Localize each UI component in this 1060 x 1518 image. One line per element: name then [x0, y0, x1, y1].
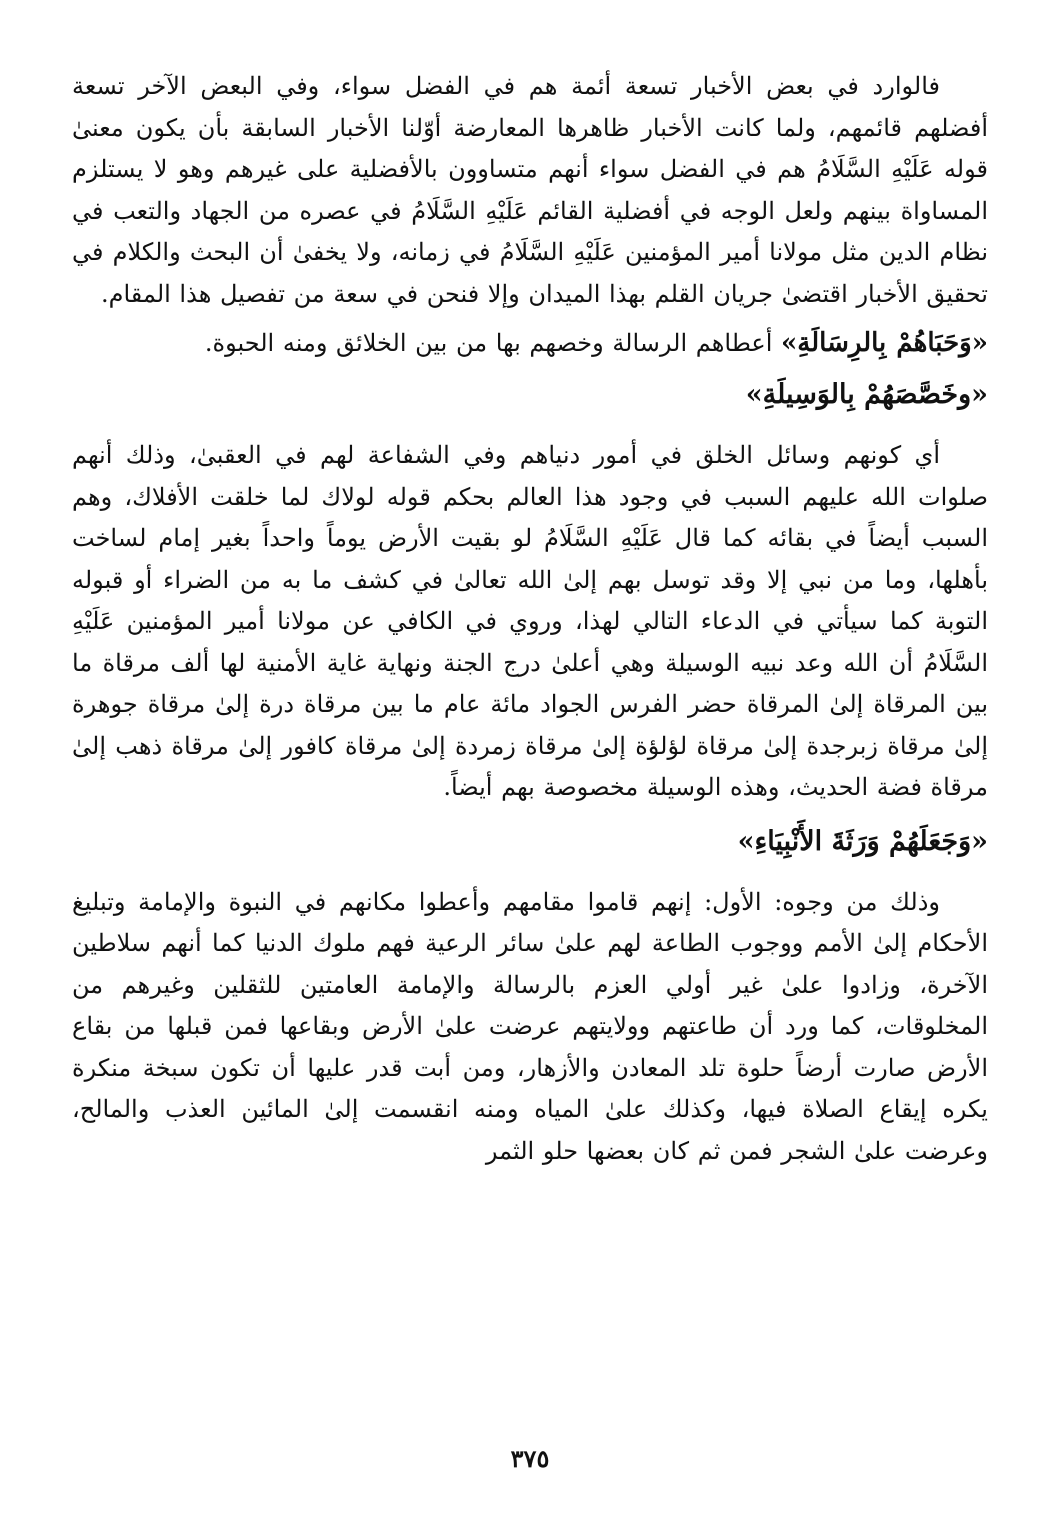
quote-line-risala — [72, 321, 988, 366]
heading-waratha: «وَجَعَلَهُمْ وَرَثَةَ الأَنْبِيَاءِ» — [737, 825, 988, 857]
spacer — [72, 417, 988, 435]
paragraph-continuation: فالوارد في بعض الأخبار تسعة أئمة هم في الفضل سواء، وفي البعض الآخر تسعة أفضلهم قائمهم، ولما كانت الأخبار ظاهرها المعارضة أوّلنا الأخبار السابقة بأن يكون معنىٰ قوله عَلَيْهِ السَّلَامُ هم في الفضل سواء أنهم متساوون بالأفضلية على غيرهم وهو لا يستلزم المساواة بينهم ولعل الوجه في أفضلية القائم عَلَيْهِ السَّلَامُ في عصره من الجهاد والتعب في نظام الدين مثل مولانا أمير المؤمنين عَلَيْهِ السَّلَامُ في زمانه، ولا يخفىٰ أن البحث والكلام في تحقيق الأخبار اقتضىٰ جريان القلم بهذا الميدان وإلا فنحن في سعة من تفصيل هذا المقام. — [72, 72, 988, 308]
quote-risala: «وَحَبَاهُمْ بِالرِسَالَةِ» — [781, 328, 988, 358]
paragraph-wasila: أي كونهم وسائل الخلق في أمور دنياهم وفي الشفاعة لهم في العقبىٰ، وذلك أنهم صلوات الله عليهم السبب في وجود هذا العالم بحكم قوله لولاك لما خلقت الأفلاك، وهم السبب أيضاً في بقائه كما قال عَلَيْهِ السَّلَامُ لو بقيت الأرض يوماً واحداً بغير إمام لساخت بأهلها، وما من نبي إلا وقد توسل بهم إلىٰ الله تعالىٰ في كشف ما به من الضراء أو قبوله التوبة كما سيأتي في الدعاء التالي لهذا، وروي في الكافي عن مولانا أمير المؤمنين عَلَيْهِ السَّلَامُ أن الله وعد نبيه الوسيلة وهي أعلىٰ درج الجنة ونهاية غاية الأمنية لها ألف مرقاة ما بين المرقاة إلىٰ المرقاة حضر الفرس الجواد مائة عام ما بين مرقاة درة إلىٰ مرقاة جوهرة إلىٰ مرقاة زبرجدة إلىٰ مرقاة لؤلؤة إلىٰ مرقاة زمردة إلىٰ مرقاة كافور إلىٰ مرقاة ذهب إلىٰ مرقاة فضة الحديث، وهذه الوسيلة مخصوصة بهم أيضاً. — [72, 441, 988, 801]
quote-risala-explanation: أعطاهم الرسالة وخصهم بها من بين الخلائق ومنه الحبوة. — [204, 329, 773, 357]
page-number: ٣٧٥ — [510, 1444, 550, 1473]
paragraph-waratha: وذلك من وجوه: الأول: إنهم قاموا مقامهم وأعطوا مكانهم في النبوة والإمامة وتبليغ الأحكام إلىٰ الأمم ووجوب الطاعة لهم علىٰ سائر الرعية فهم ملوك الدنيا كما أنهم سلاطين الآخرة، وزادوا علىٰ غير أولي العزم بالرسالة والإمامة العامتين للثقلين وغيرهم من المخلوقات، كما ورد أن طاعتهم وولايتهم عرضت علىٰ الأرض وبقاعها فمن قبلها من بقاع الأرض صارت أرضاً حلوة تلد المعادن والأزهار، ومن أبت قدر عليها أن تكون سبخة منكرة يكره إيقاع الصلاة فيها، وكذلك علىٰ المياه ومنه انقسمت إلىٰ المائين العذب والمالح، وعرضت علىٰ الشجر فمن ثم كان بعضها حلو الثمر — [72, 887, 989, 1165]
heading-wasila: «وخَصَّصَهُمْ بِالوَسِيلَةِ» — [745, 379, 988, 410]
spacer — [72, 864, 988, 882]
